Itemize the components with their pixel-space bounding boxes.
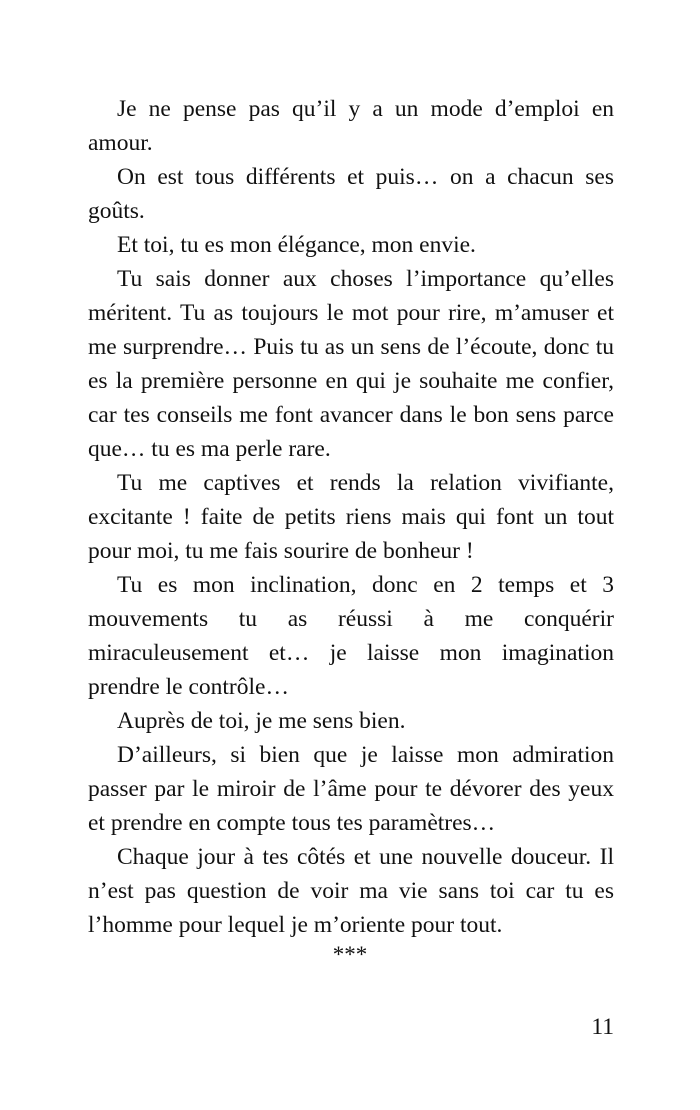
page-number: 11 — [591, 1014, 614, 1040]
paragraph: Chaque jour à tes côtés et une nouvelle douceur. Il n’est pas question de voir ma vie sans toi car tu es l’homme pour lequel je m’oriente pour tout. — [88, 844, 614, 938]
page-body — [88, 92, 614, 942]
paragraph: On est tous différents et puis… on a chacun ses goûts. — [88, 164, 614, 224]
paragraph: Tu me captives et rends la relation vivifiante, excitante ! faite de petits riens mais qui font un tout pour moi, tu me fais sourire de bonheur ! — [88, 470, 614, 564]
section-separator: *** — [332, 942, 368, 967]
paragraph: Et toi, tu es mon élégance, mon envie. — [117, 232, 476, 258]
paragraph: Tu es mon inclination, donc en 2 temps et 3 mouvements tu as réussi à me conquérir miraculeusement et… je laisse mon imagination prendre le contrôle… — [88, 572, 614, 700]
paragraph: Je ne pense pas qu’il y a un mode d’emploi en amour. — [88, 96, 614, 156]
paragraph: Auprès de toi, je me sens bien. — [117, 708, 406, 734]
paragraph: D’ailleurs, si bien que je laisse mon admiration passer par le miroir de l’âme pour te dévorer des yeux et prendre en compte tous tes paramètres… — [88, 742, 614, 836]
paragraph: Tu sais donner aux choses l’importance qu’elles méritent. Tu as toujours le mot pour rire, m’amuser et me surprendre… Puis tu as un sens de l’écoute, donc tu es la première personne en qui je souhaite me confier, car tes conseils me font avancer dans le bon sens parce que… tu es ma perle rare. — [88, 266, 614, 462]
